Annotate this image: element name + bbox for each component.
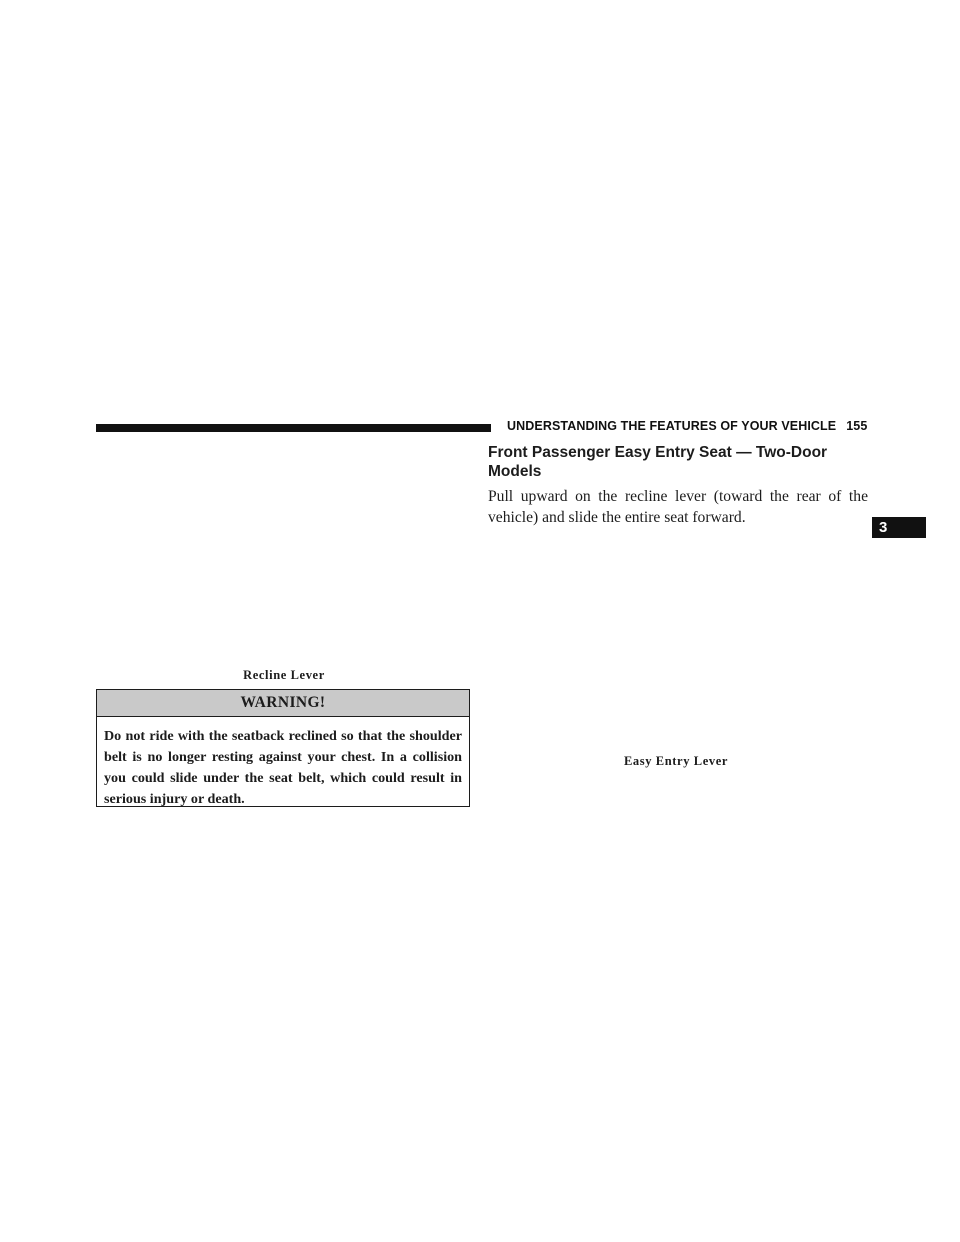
chapter-tab: 3: [872, 517, 926, 538]
page-number: 155: [846, 419, 868, 433]
body-paragraph: Pull upward on the recline lever (toward the rear of the vehicle) and slide the entire seat forward.: [488, 488, 868, 526]
warning-box: [96, 689, 470, 807]
warning-title: WARNING!: [97, 690, 469, 717]
header-title: UNDERSTANDING THE FEATURES OF YOUR VEHICLE: [507, 419, 837, 433]
warning-text: Do not ride with the seatback reclined so that the shoulder belt is no longer resting against your chest. In a collision you could slide under the seat belt, which could result in serious injury or death.: [104, 728, 462, 807]
section-heading: Front Passenger Easy Entry Seat — Two-Door Models: [488, 444, 828, 480]
header-rule: [96, 424, 491, 432]
easy-entry-lever-caption: Easy Entry Lever: [623, 754, 729, 768]
running-header: [507, 419, 867, 435]
recline-lever-caption: Recline Lever: [243, 668, 325, 682]
